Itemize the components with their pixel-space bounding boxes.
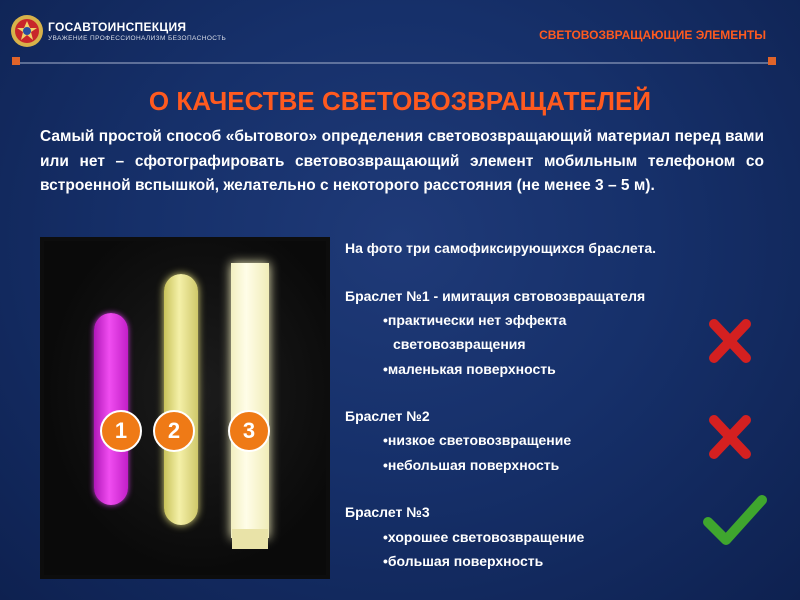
bracelets-photo bbox=[40, 237, 330, 579]
cross-icon bbox=[706, 414, 754, 460]
bracelet-2 bbox=[164, 274, 198, 525]
intro-text: Самый простой способ «бытового» определения световозвращающий материал перед вами или нет – сфотографировать световозвращающий элемент мобильным телефоном со встроенной вспышкой, желательно с некоторого расстояния (не менее 3 – 5 м). bbox=[40, 128, 764, 194]
bracelet-3 bbox=[231, 263, 269, 538]
page-title: О КАЧЕСТВЕ СВЕТОВОЗВРАЩАТЕЛЕЙ bbox=[148, 86, 652, 116]
bracelet-1-point: световозвращения bbox=[393, 336, 526, 352]
header-divider bbox=[12, 62, 776, 64]
bracelet-3-heading: Браслет №3 bbox=[345, 504, 430, 520]
bracelet-3-point: •хорошее световозвращение bbox=[383, 529, 585, 545]
bracelet-1-point: •практически нет эффекта bbox=[383, 312, 567, 328]
bracelet-2-point: •небольшая поверхность bbox=[383, 457, 560, 473]
bracelet-2-heading: Браслет №2 bbox=[345, 408, 430, 424]
divider-right-marker bbox=[768, 57, 776, 65]
header bbox=[0, 0, 800, 60]
badge-3: 3 bbox=[228, 410, 270, 452]
bracelet-3-clasp bbox=[232, 529, 268, 549]
check-icon bbox=[702, 492, 768, 550]
badge-1: 1 bbox=[100, 410, 142, 452]
org-motto: УВАЖЕНИЕ ПРОФЕССИОНАЛИЗМ БЕЗОПАСНОСТЬ bbox=[48, 35, 227, 42]
photo-caption: На фото три самофиксирующихся браслета. bbox=[345, 240, 657, 256]
divider-left-marker bbox=[12, 57, 20, 65]
bracelet-3-point: •большая поверхность bbox=[383, 553, 544, 569]
bracelet-1 bbox=[94, 313, 128, 505]
section-title: СВЕТОВОЗВРАЩАЮЩИЕ ЭЛЕМЕНТЫ bbox=[539, 28, 766, 42]
org-name: ГОСАВТОИНСПЕКЦИЯ bbox=[48, 20, 187, 34]
bracelet-2-point: •низкое световозвращение bbox=[383, 432, 572, 448]
bracelet-1-point: •маленькая поверхность bbox=[383, 361, 556, 377]
cross-icon bbox=[706, 318, 754, 364]
gosavtoinspekciya-emblem-icon bbox=[10, 14, 44, 48]
bracelet-1-heading: Браслет №1 - имитация свтовозвращателя bbox=[345, 288, 646, 304]
badge-2: 2 bbox=[153, 410, 195, 452]
